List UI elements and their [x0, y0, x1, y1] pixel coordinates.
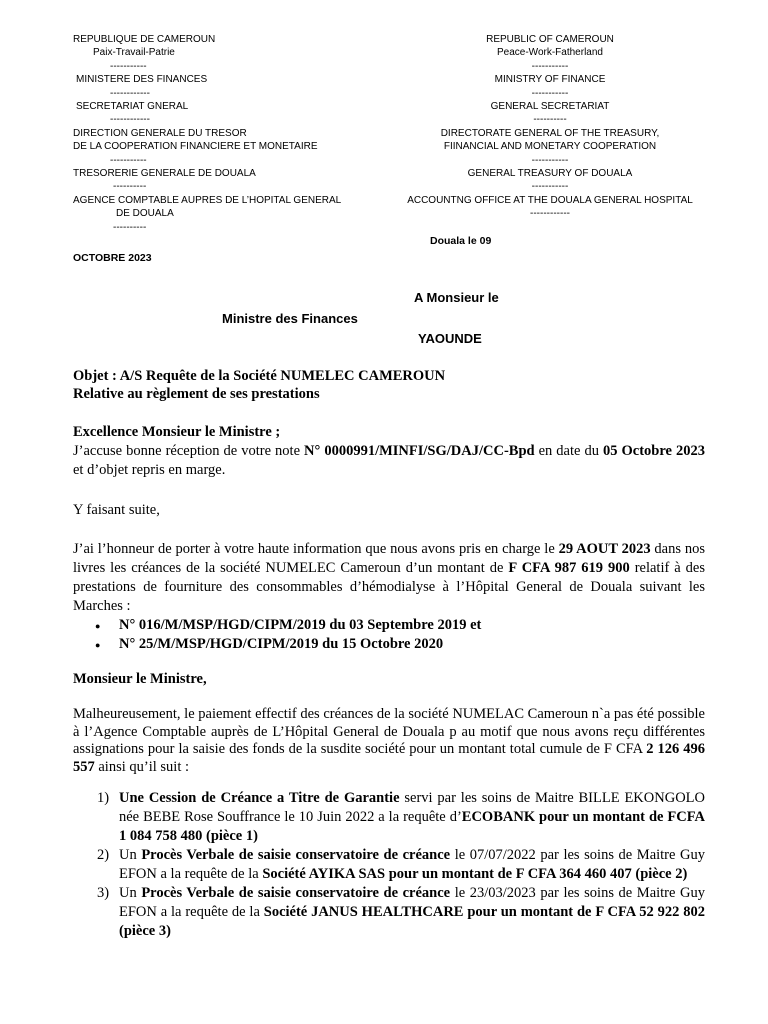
- list-item: [73, 789, 705, 846]
- header-right-line: REPUBLIC OF CAMEROUN: [486, 34, 614, 45]
- text-span: Un: [119, 847, 142, 863]
- list-item: [73, 884, 705, 941]
- text-span: le 23/03/2023 par les soins de Maitre Guy EFON a la requête de la: [119, 885, 705, 920]
- header-right-line: -----------: [531, 154, 569, 166]
- header-right-line: FIINANCIAL AND MONETARY COOPERATION: [443, 141, 657, 153]
- date-line: Douala le 09: [430, 235, 492, 247]
- charge-date: 29 AOUT 2023: [558, 541, 651, 557]
- header-right-line: ACCOUNTNG OFFICE AT THE DOUALA GENERAL HOSPITAL: [407, 194, 693, 206]
- assignations-list: [73, 789, 705, 941]
- text-span: ainsi qu’il suit :: [94, 758, 189, 775]
- header-left-line: -----------: [110, 154, 147, 166]
- paragraph-reception: [73, 442, 705, 480]
- header-right-line: ----------: [533, 114, 567, 126]
- item-title: Une Cession de Créance a Titre de Garantie: [119, 790, 400, 806]
- objet-line2: Relative au règlement de ses prestations: [73, 386, 320, 402]
- header-left: [73, 33, 373, 234]
- header-left-line: AGENCE COMPTABLE AUPRES DE L’HOPITAL GENERAL: [73, 194, 342, 206]
- text-span: Un: [119, 885, 142, 901]
- marches-list: [73, 616, 705, 654]
- text-span: servi par les soins de Maitre BILLE EKONGOLO née BEBE Rose Souffrance le 10 Juin 2022 a la requête d’: [119, 790, 705, 825]
- text-span: le 07/07/2022 par les soins de Maitre Guy EFON a la requête de la: [119, 847, 705, 882]
- salutation-2: Monsieur le Ministre,: [73, 671, 207, 687]
- note-date: 05 Octobre 2023: [603, 443, 705, 459]
- total-amount: 2 126 496 557: [73, 741, 706, 775]
- paragraph-information: [73, 540, 705, 654]
- header-left-line: ----------: [113, 221, 147, 233]
- text-span: relatif à des prestations de fourniture des consommables d’hémodialyse à l’Hôpital General de Douala suivant les Marches :: [73, 560, 705, 614]
- text-span: et d’objet repris en marge.: [73, 462, 226, 478]
- item-title: Procès Verbale de saisie conservatoire de créance: [141, 885, 451, 901]
- text-span: J’ai l’honneur de porter à votre haute information que nous avons pris en charge le: [73, 541, 559, 557]
- paragraph-suite: Y faisant suite,: [73, 502, 160, 518]
- header-right-line: -----------: [531, 87, 569, 99]
- item-number: 3): [97, 885, 110, 901]
- item-number: 1): [97, 790, 110, 806]
- header-right-line: -----------: [531, 181, 569, 193]
- recipient-line2: Ministre des Finances: [222, 311, 358, 326]
- text-span: Malheureusement, le paiement effectif des créances de la société NUMELAC Cameroun n`a pas été possible à l’Agence Comptable auprès de L’Hôpital General de Douala p au motif que nous avons reçu différentes assignations pour la saisie des fonds de la susdite société pour un montant total cumule de F CFA: [73, 706, 705, 757]
- item-amount: Société AYIKA SAS pour un montant de F CFA 364 460 407 (pièce 2): [262, 866, 688, 882]
- objet-line1: Objet : A/S Requête de la Société NUMELEC CAMEROUN: [73, 368, 446, 384]
- text-span: en date du: [534, 443, 603, 459]
- header-left-line: TRESORERIE GENERALE DE DOUALA: [73, 168, 256, 180]
- list-item: [73, 846, 705, 884]
- header-left-line: DE DOUALA: [116, 208, 174, 220]
- item-number: 2): [97, 847, 110, 863]
- header-right-line: ------------: [530, 208, 570, 220]
- header-left-line: MINISTERE DES FINANCES: [76, 74, 208, 86]
- header-left-line: -----------: [110, 60, 147, 72]
- recipient-line1: A Monsieur le: [414, 290, 499, 305]
- header-right-line: Peace-Work-Fatherland: [497, 47, 603, 59]
- paragraph-malheureusement: [73, 706, 705, 776]
- recipient-line3: YAOUNDE: [418, 331, 482, 346]
- header-left-line: Paix-Travail-Patrie: [93, 47, 175, 59]
- header-right-line: -----------: [531, 60, 569, 72]
- list-item: ● N° 25/M/MSP/HGD/CIPM/2019 du 15 Octobre 2020: [73, 635, 705, 654]
- text-span: J’accuse bonne réception de votre note: [73, 443, 305, 459]
- amount: F CFA 987 619 900: [508, 560, 630, 576]
- header-right-line: GENERAL TREASURY OF DOUALA: [467, 168, 633, 180]
- header-left-line: ----------: [113, 181, 147, 193]
- list-item: ● N° 016/M/MSP/HGD/CIPM/2019 du 03 Septembre 2019 et: [73, 616, 705, 635]
- header-right: [400, 33, 700, 221]
- header-left-line: ------------: [110, 87, 150, 99]
- header-right-line: MINISTRY OF FINANCE: [494, 74, 606, 86]
- text-span: dans nos livres les créances de la société NUMELEC Cameroun d’un montant de: [73, 541, 705, 576]
- date-year: OCTOBRE 2023: [73, 252, 152, 264]
- header-left-line: DIRECTION GENERALE DU TRESOR: [73, 127, 247, 139]
- salutation: Excellence Monsieur le Ministre ;: [73, 424, 281, 440]
- header-left-line: REPUBLIQUE DE CAMEROUN: [73, 34, 216, 45]
- header-left-line: SECRETARIAT GNERAL: [76, 101, 189, 113]
- header-right-line: DIRECTORATE GENERAL OF THE TREASURY,: [440, 127, 660, 139]
- item-title: Procès Verbale de saisie conservatoire de créance: [141, 847, 451, 863]
- header-right-line: GENERAL SECRETARIAT: [490, 101, 610, 113]
- item-amount: ECOBANK pour un montant de FCFA 1 084 758 480 (pièce 1): [119, 809, 705, 844]
- note-reference: N° 0000991/MINFI/SG/DAJ/CC-Bpd: [304, 443, 535, 459]
- header-left-line: DE LA COOPERATION FINANCIERE ET MONETAIRE: [73, 141, 318, 153]
- header-left-line: ------------: [110, 114, 150, 126]
- item-amount: Société JANUS HEALTHCARE pour un montant de F CFA 52 922 802 (pièce 3): [119, 904, 705, 939]
- assignations-list-container: [73, 789, 705, 941]
